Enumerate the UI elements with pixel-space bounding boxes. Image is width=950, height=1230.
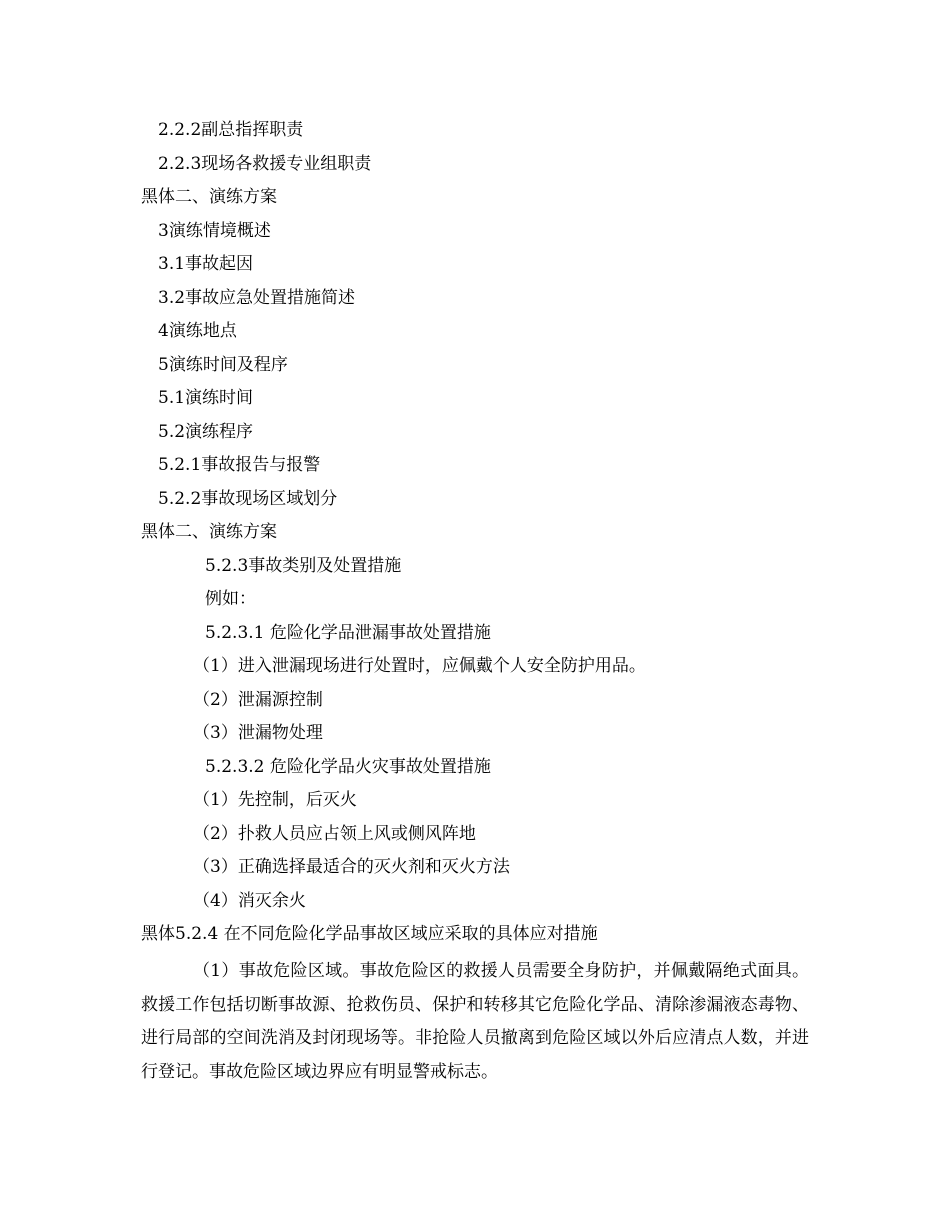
list-item: （1）进入泄漏现场进行处置时，应佩戴个人安全防护用品。	[193, 656, 646, 676]
heading-5-2: 5.2演练程序	[158, 422, 254, 442]
section-title: 黑体二、演练方案	[141, 187, 277, 207]
heading-5: 5演练时间及程序	[158, 355, 288, 375]
heading-5-2-1: 5.2.1事故报告与报警	[158, 455, 321, 475]
list-item: （1）先控制，后灭火	[193, 790, 357, 810]
heading-4: 4演练地点	[158, 321, 237, 341]
list-item: （4）消灭余火	[193, 891, 306, 911]
heading-3: 3演练情境概述	[158, 221, 271, 241]
heading-5-2-3-2: 5.2.3.2 危险化学品火灾事故处置措施	[205, 757, 491, 777]
heading-2-2-2: 2.2.2副总指挥职责	[158, 120, 304, 140]
list-item: （3）泄漏物处理	[193, 723, 323, 743]
section-title: 黑体二、演练方案	[141, 522, 277, 542]
example-label: 例如：	[205, 589, 256, 609]
heading-5-2-4: 黑体5.2.4 在不同危险化学品事故区域应采取的具体应对措施	[141, 924, 598, 944]
heading-5-2-3: 5.2.3事故类别及处置措施	[205, 556, 402, 576]
heading-3-1: 3.1事故起因	[158, 254, 254, 274]
heading-5-2-3-1: 5.2.3.1 危险化学品泄漏事故处置措施	[205, 623, 491, 643]
body-paragraph: （1）事故危险区域。事故危险区的救援人员需要全身防护，并佩戴隔绝式面具。救援工作包括切断事故源、抢救伤员、保护和转移其它危险化学品、清除渗漏液态毒物、进行局部的空间洗消及封闭现场等。非抢险人员撤离到危险区域以外后应清点人数，并进行登记。事故危险区域边界应有明显警戒标志。	[141, 961, 809, 1082]
list-item: （2）泄漏源控制	[193, 690, 323, 710]
heading-5-1: 5.1演练时间	[158, 388, 254, 408]
list-item: （3）正确选择最适合的灭火剂和灭火方法	[193, 857, 510, 877]
heading-2-2-3: 2.2.3现场各救援专业组职责	[158, 154, 372, 174]
heading-5-2-2: 5.2.2事故现场区域划分	[158, 489, 338, 509]
heading-3-2: 3.2事故应急处置措施简述	[158, 288, 356, 308]
list-item: （2）扑救人员应占领上风或侧风阵地	[193, 824, 476, 844]
